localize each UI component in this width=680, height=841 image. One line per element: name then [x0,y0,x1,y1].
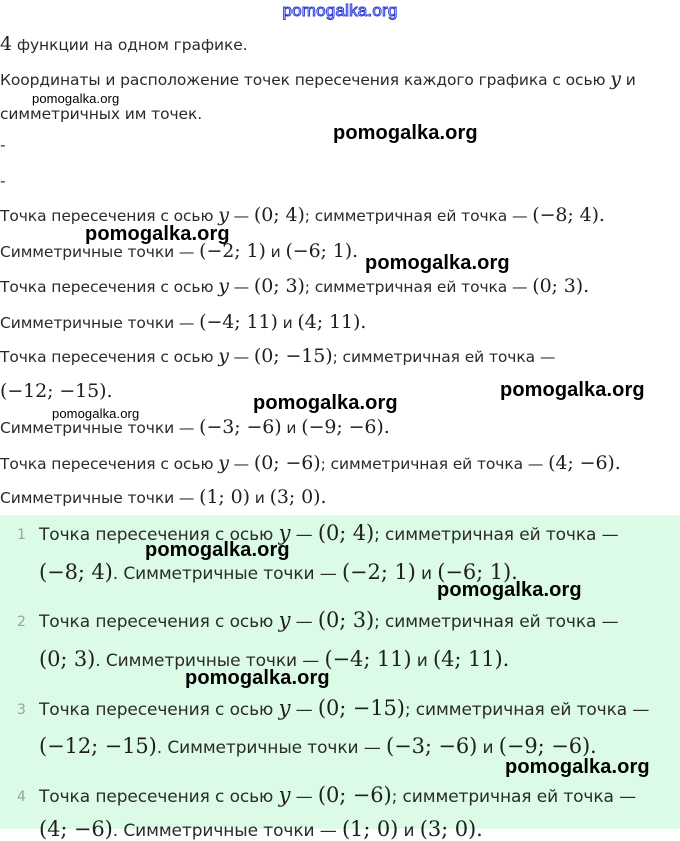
answer-number: 3 [17,702,26,718]
pair-point: (4; 11) [433,647,503,671]
intro-text: функции на одном графике. [12,36,248,54]
intersection-point: (0; 4) [253,204,305,226]
axis-var: y [218,345,229,367]
punct: . [583,275,590,297]
header-watermark: pomogalka.org [282,1,398,20]
intersection-point: (0; −6) [317,783,392,807]
description-line [0,68,636,90]
conjunction: и [277,314,298,332]
pair-point: (−2; 1) [199,240,266,262]
watermark-overlay: pomogalka.org [365,252,510,274]
dash: — [228,348,254,366]
symmetric-label: ; симметричная ей точка — [304,278,533,296]
intersection-label: Точка пересечения с осью [0,207,219,225]
intersection-point: (0; −15) [317,696,405,720]
axis-var: y [278,696,291,720]
punct: . [511,560,518,584]
symmetric-label: ; симметричная ей точка — [374,612,619,632]
pair-point: (−3; −6) [199,416,282,438]
pair-point: (−6; 1) [285,240,353,262]
dash-line: - [0,136,6,154]
watermark-overlay: pomogalka.org [437,579,582,601]
punct: . [352,240,359,262]
symmetric-label: ; симметричная ей точка — [320,455,549,473]
dash-line: - [0,172,6,190]
dash: — [228,278,254,296]
axis-var: y [278,608,291,632]
pairs-label: Симметричные точки — [0,243,200,261]
symmetric-point: (4; −6) [39,817,113,841]
dash: — [228,455,254,473]
description-text: Координаты и расположение точек пересечения каждого графика с осью [0,71,611,89]
conjunction: и [415,564,438,584]
conjunction: и [477,738,499,758]
pairs-label: . Симметричные точки — [112,821,342,841]
intersection-point: (0; 4) [317,521,375,545]
answer-line [39,608,619,632]
intro-line [0,33,248,55]
symmetric-pairs-line [0,311,366,333]
pair-point: (−9; −6) [301,416,384,438]
punct: . [614,452,621,474]
watermark-overlay: pomogalka.org [145,539,290,561]
pair-point: (−2; 1) [341,560,416,584]
pairs-label: . Симметричные точки — [112,564,342,584]
symmetric-point: (−12; −15) [39,734,157,758]
intersection-point: (0; −15) [253,345,333,367]
intersection-label: Точка пересечения с осью [39,612,279,632]
watermark-overlay: pomogalka.org [32,91,120,106]
punct: . [502,647,510,671]
answer-number: 1 [17,527,26,543]
symmetric-point: (4; −6) [548,452,615,474]
intersection-line [0,275,589,297]
dash: — [228,207,254,225]
symmetric-label: ; симметричная ей точка — [404,700,650,720]
punct: . [590,734,597,758]
watermark-overlay: pomogalka.org [185,667,330,689]
intersection-label: Точка пересечения с осью [0,455,219,473]
pair-point: (−4; 11) [199,311,278,333]
dash: — [290,525,318,545]
dash: — [290,612,318,632]
intersection-label: Точка пересечения с осью [39,700,279,720]
axis-var: y [218,204,229,226]
intersection-point: (0; 3) [317,608,375,632]
symmetric-pairs-line [0,486,326,508]
answer-line [39,783,636,807]
symmetric-label: ; симметричная ей точка — [374,525,619,545]
dash: — [290,700,318,720]
pair-point: (4; 11) [297,311,361,333]
dash: — [290,787,318,807]
pair-point: (3; 0) [269,486,321,508]
conjunction: и [265,243,286,261]
pair-point: (−9; −6) [498,734,591,758]
symmetric-point-line [0,380,112,402]
intersection-line [0,452,621,474]
conjunction: и [249,489,270,507]
symmetric-label: ; симметричная ей точка — [304,207,533,225]
pair-point: (−6; 1) [437,560,512,584]
watermark-overlay: pomogalka.org [500,379,645,401]
answer-number: 4 [17,789,26,805]
intersection-label: Точка пересечения с осью [0,348,219,366]
pair-point: (1; 0) [341,817,399,841]
answer-line [39,521,619,545]
pairs-label: . Симметричные точки — [95,651,325,671]
axis-var: y [218,275,229,297]
symmetric-point: (−8; 4) [39,560,113,584]
intersection-point: (0; −6) [253,452,321,474]
intersection-line [0,345,555,367]
pair-point: (1; 0) [199,486,250,508]
pairs-label: Симметричные точки — [0,314,200,332]
intersection-point: (0; 3) [253,275,305,297]
symmetric-point: (−12; −15) [0,380,107,402]
conjunction: и [398,821,420,841]
axis-var: y [218,452,229,474]
watermark-overlay: pomogalka.org [52,406,140,421]
symmetric-label: ; симметричная ей точка — [332,348,556,366]
punct: . [360,311,367,333]
punct: . [476,817,483,841]
pairs-label: Симметричные точки — [0,489,200,507]
punct: . [320,486,327,508]
pair-point: (3; 0) [419,817,477,841]
watermark-overlay: pomogalka.org [333,122,478,144]
intersection-label: Точка пересечения с осью [0,278,219,296]
conjunction: и [411,651,434,671]
function-count: 4 [0,33,12,55]
pairs-label: . Симметричные точки — [156,738,386,758]
symmetric-point: (0; 3) [39,647,96,671]
symmetric-point: (0; 3) [532,275,584,297]
description-end: и [620,71,636,89]
intersection-label: Точка пересечения с осью [39,525,279,545]
axis-var: y [610,68,621,90]
symmetric-label: ; симметричная ей точка — [391,787,637,807]
intersection-label: Точка пересечения с осью [39,787,279,807]
description-line-2: симметричных им точек. [0,105,203,123]
answer-line [39,734,597,758]
symmetric-point: (−8; 4) [532,204,599,226]
punct: . [383,416,390,438]
answer-line [39,817,483,841]
watermark-overlay: pomogalka.org [505,756,650,778]
watermark-overlay: pomogalka.org [85,223,230,245]
watermark-overlay: pomogalka.org [253,392,398,414]
answer-line [39,696,649,720]
punct: . [106,380,113,402]
answer-number: 2 [17,614,26,630]
axis-var: y [278,521,291,545]
pair-point: (−3; −6) [385,734,478,758]
conjunction: и [281,419,302,437]
pairs-label: Симметричные точки — [0,419,200,437]
pair-point: (−4; 11) [324,647,412,671]
punct: . [598,204,605,226]
axis-var: y [278,783,291,807]
